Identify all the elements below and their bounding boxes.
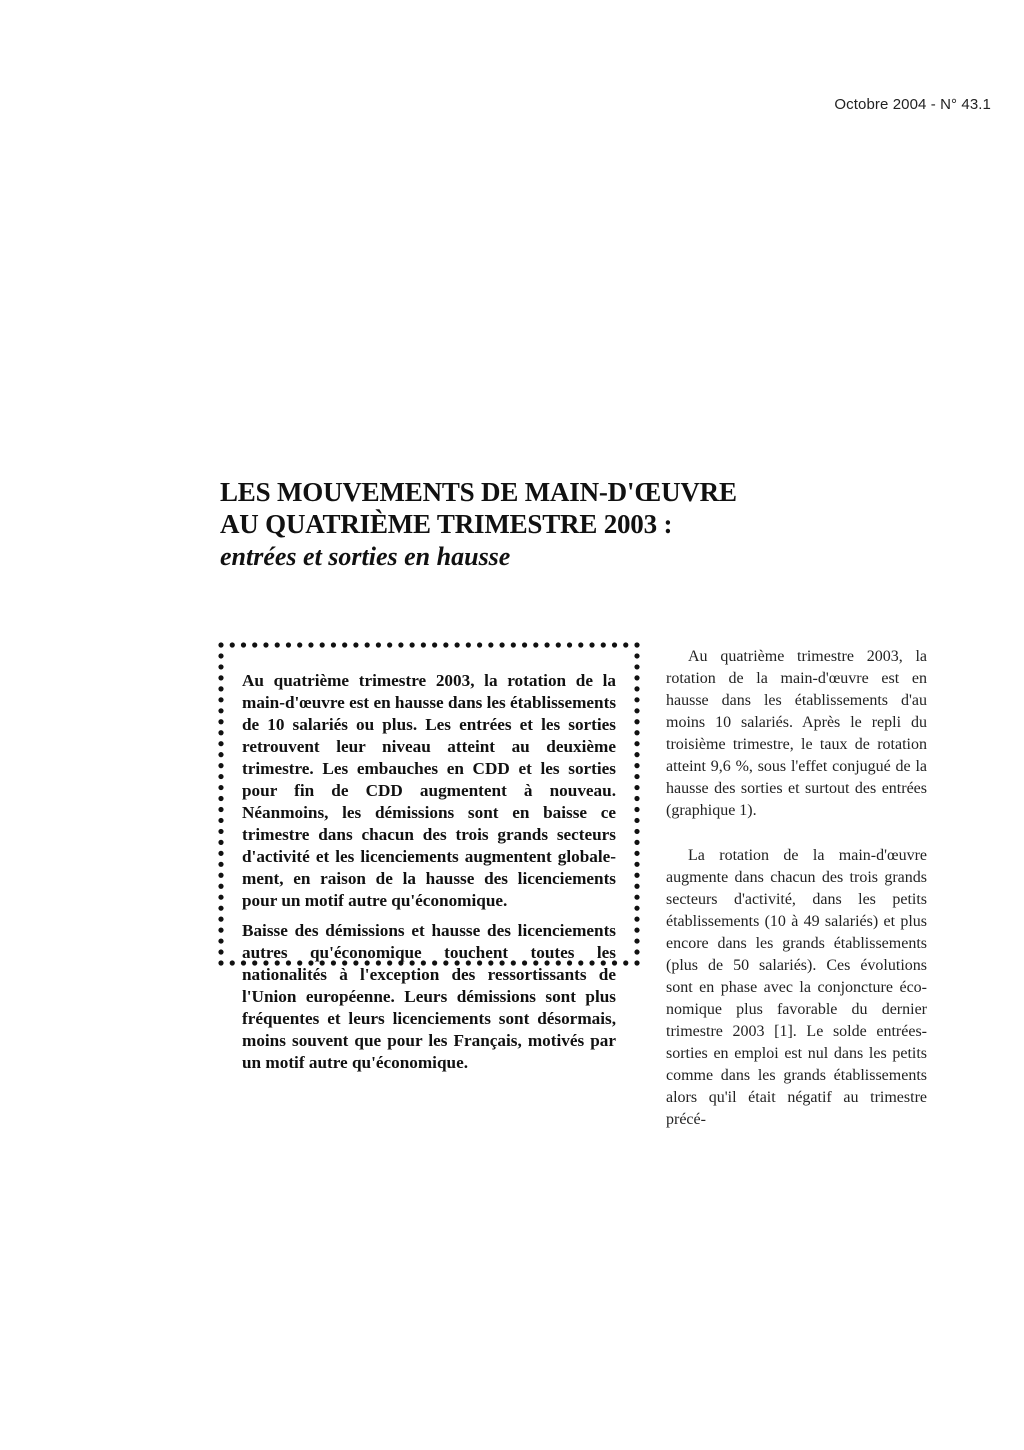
body-column xyxy=(666,646,927,1154)
title-line-2: AU QUATRIÈME TRIMESTRE 2003 : xyxy=(220,509,673,539)
title-line-1: LES MOUVEMENTS DE MAIN-D'ŒUVRE xyxy=(220,477,737,507)
article-subtitle: entrées et sorties en hausse xyxy=(220,542,511,571)
summary-box xyxy=(218,642,640,1072)
issue-number: Octobre 2004 - N° 43.1 xyxy=(834,96,991,113)
body-paragraph-1: Au quatrième trimestre 2003, la rotation de la main-d'œuvre est en hausse dans les établissements d'au moins 10 salariés. Après le repli du troisième trimestre, le taux de rotation atteint 9,6 %, sous l'effet conjugué de la hausse des sorties et surtout des entrées (graphique 1). xyxy=(666,648,927,819)
article-title xyxy=(220,476,737,574)
body-paragraph-2: La rotation de la main-d'œuvre augmente dans chacun des trois grands secteurs d'activité, dans les petits établissements (10 à 49 salariés) et plus encore dans les grands établissements (plus de 50 salariés). Ces évolutions sont en phase avec la conjoncture économique plus favorable du dernier trimestre 2003 [1]. Le solde entrées-sorties en emploi est nul dans les petits comme dans les grands établissements alors qu'il était négatif au trimestre précé- xyxy=(666,847,927,1128)
summary-text xyxy=(242,670,616,1082)
summary-paragraph-2: Baisse des démissions et hausse des licenciements autres qu'économique touchent toutes les nationalités à l'exception des ressortissants de l'Union européenne. Leurs démissions sont plus fréquentes et leurs licenciements sont désormais, moins souvent que pour les Français, motivés par un motif autre qu'économique. xyxy=(242,921,616,1072)
summary-paragraph-1: Au quatrième trimestre 2003, la rotation de la main-d'œuvre est en hausse dans les établissements de 10 salariés ou plus. Les entrées et les sorties retrouvent leur niveau atteint au deuxième trimestre. Les embauches en CDD et les sorties pour fin de CDD augmentent à nouveau. Néanmoins, les démissions sont en baisse ce trimestre dans chacun des trois grands secteurs d'activité et les licenciements augmentent globalement, en raison de la hausse des licenciements pour un motif autre qu'économique. xyxy=(242,671,617,910)
